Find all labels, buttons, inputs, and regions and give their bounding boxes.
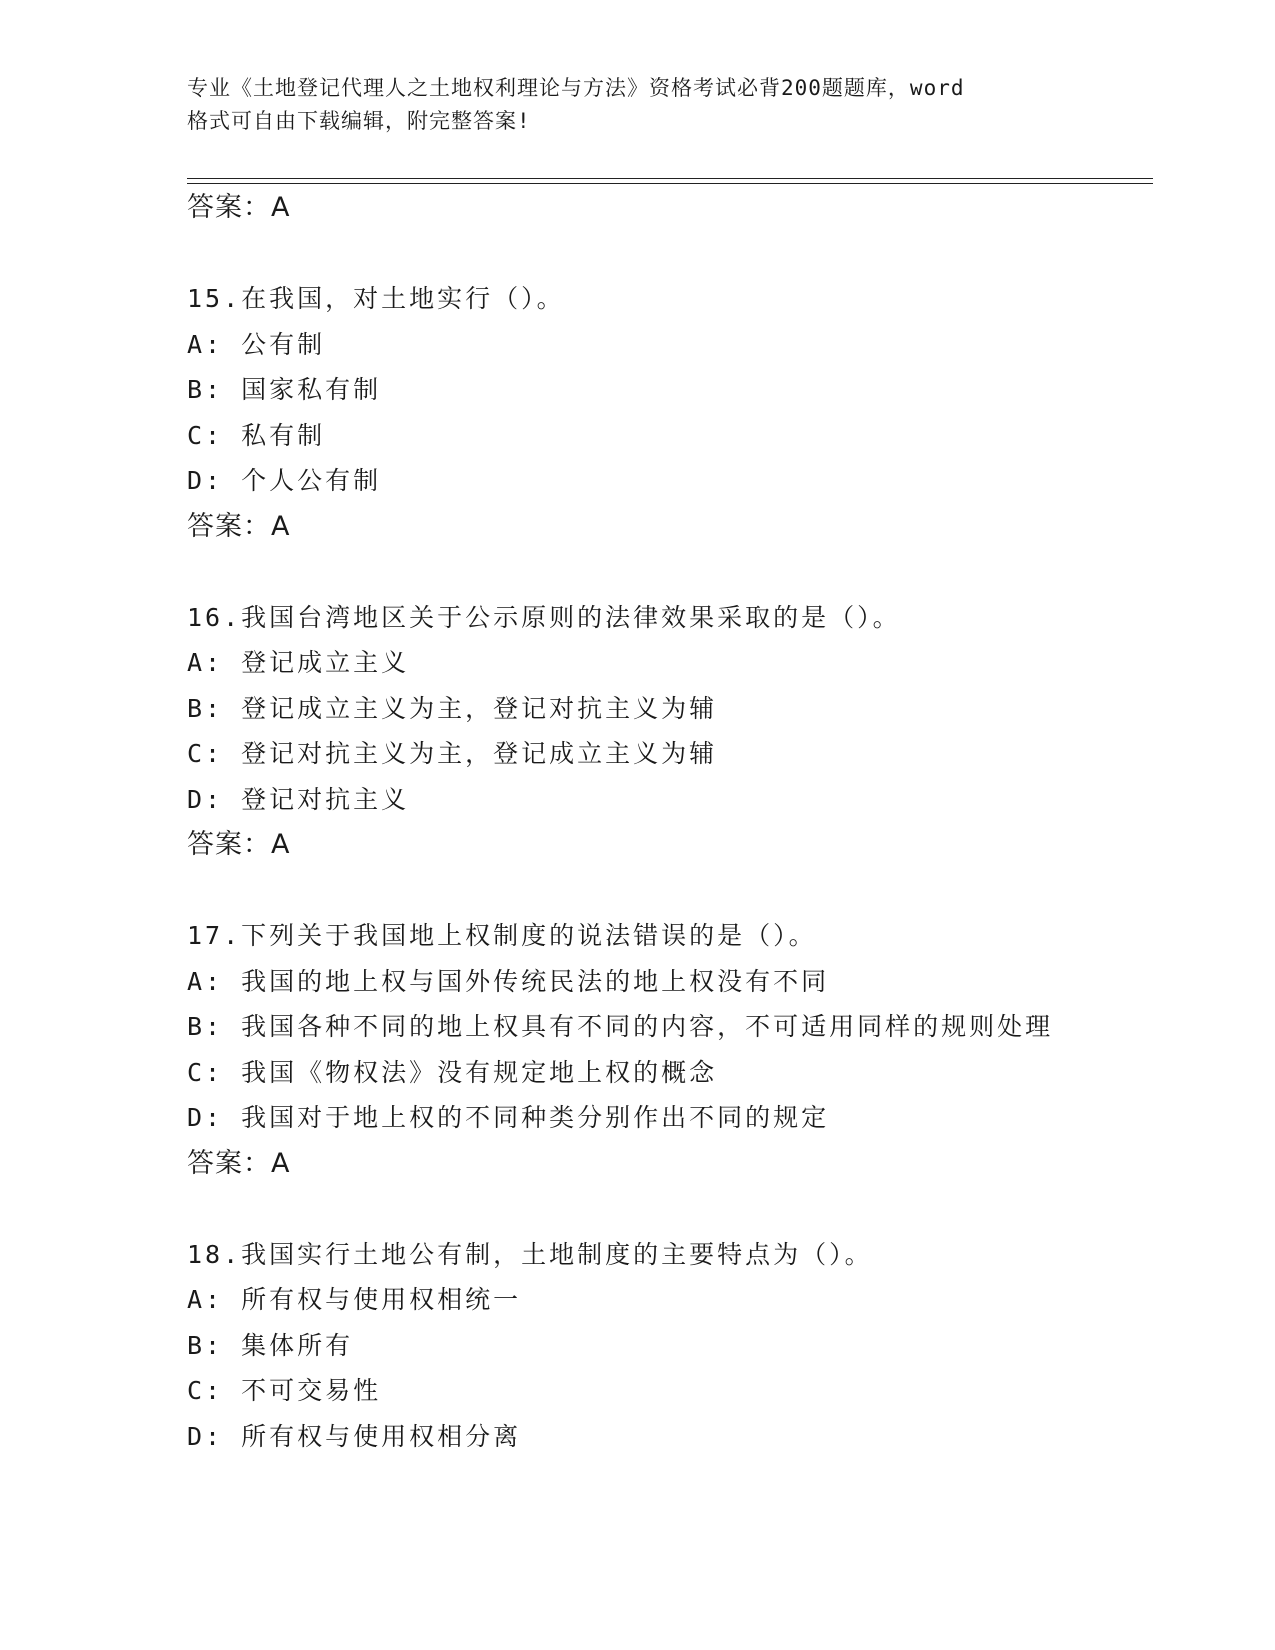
question-stem: 16.我国台湾地区关于公示原则的法律效果采取的是（）。 xyxy=(187,602,901,632)
option-a: A: 登记成立主义 xyxy=(187,648,410,677)
question-list xyxy=(187,185,1053,1459)
spacer xyxy=(187,231,1053,277)
option-b: B: 集体所有 xyxy=(187,1330,354,1360)
spacer xyxy=(187,549,1053,595)
spacer xyxy=(187,868,1053,914)
option-a: A: 公有制 xyxy=(187,329,326,359)
option-d: D: 所有权与使用权相分离 xyxy=(187,1421,522,1451)
question-stem: 18.我国实行土地公有制，土地制度的主要特点为（）。 xyxy=(187,1239,873,1269)
option-d: D: 我国对于地上权的不同种类分别作出不同的规定 xyxy=(187,1103,830,1132)
spacer xyxy=(187,1186,1053,1232)
option-b: B: 登记成立主义为主，登记对抗主义为辅 xyxy=(187,693,718,723)
answer-line: 答案：A xyxy=(187,192,291,223)
option-c: C: 私有制 xyxy=(187,420,326,450)
option-d: D: 登记对抗主义 xyxy=(187,784,410,814)
option-c: C: 登记对抗主义为主，登记成立主义为辅 xyxy=(187,739,718,768)
answer-line: 答案：A xyxy=(187,510,291,542)
header-title-line-2: 格式可自由下载编辑，附完整答案! xyxy=(187,109,531,133)
option-c: C: 不可交易性 xyxy=(187,1376,382,1405)
answer-line: 答案：A xyxy=(187,829,291,860)
option-d: D: 个人公有制 xyxy=(187,466,382,495)
option-b: B: 我国各种不同的地上权具有不同的内容，不可适用同样的规则处理 xyxy=(187,1012,1054,1041)
question-stem: 17.下列关于我国地上权制度的说法错误的是（）。 xyxy=(187,921,817,950)
option-a: A: 所有权与使用权相统一 xyxy=(187,1285,522,1314)
header-title-line-1: 专业《土地登记代理人之土地权利理论与方法》资格考试必背200题题库，word xyxy=(187,76,965,100)
question-stem: 15.在我国，对土地实行（）。 xyxy=(187,284,565,313)
header-divider-bottom xyxy=(187,183,1153,184)
header-divider-top xyxy=(187,178,1153,179)
option-b: B: 国家私有制 xyxy=(187,375,382,404)
option-a: A: 我国的地上权与国外传统民法的地上权没有不同 xyxy=(187,966,830,996)
answer-line: 答案：A xyxy=(187,1147,291,1179)
document-header xyxy=(187,72,1067,138)
option-c: C: 我国《物权法》没有规定地上权的概念 xyxy=(187,1057,718,1087)
